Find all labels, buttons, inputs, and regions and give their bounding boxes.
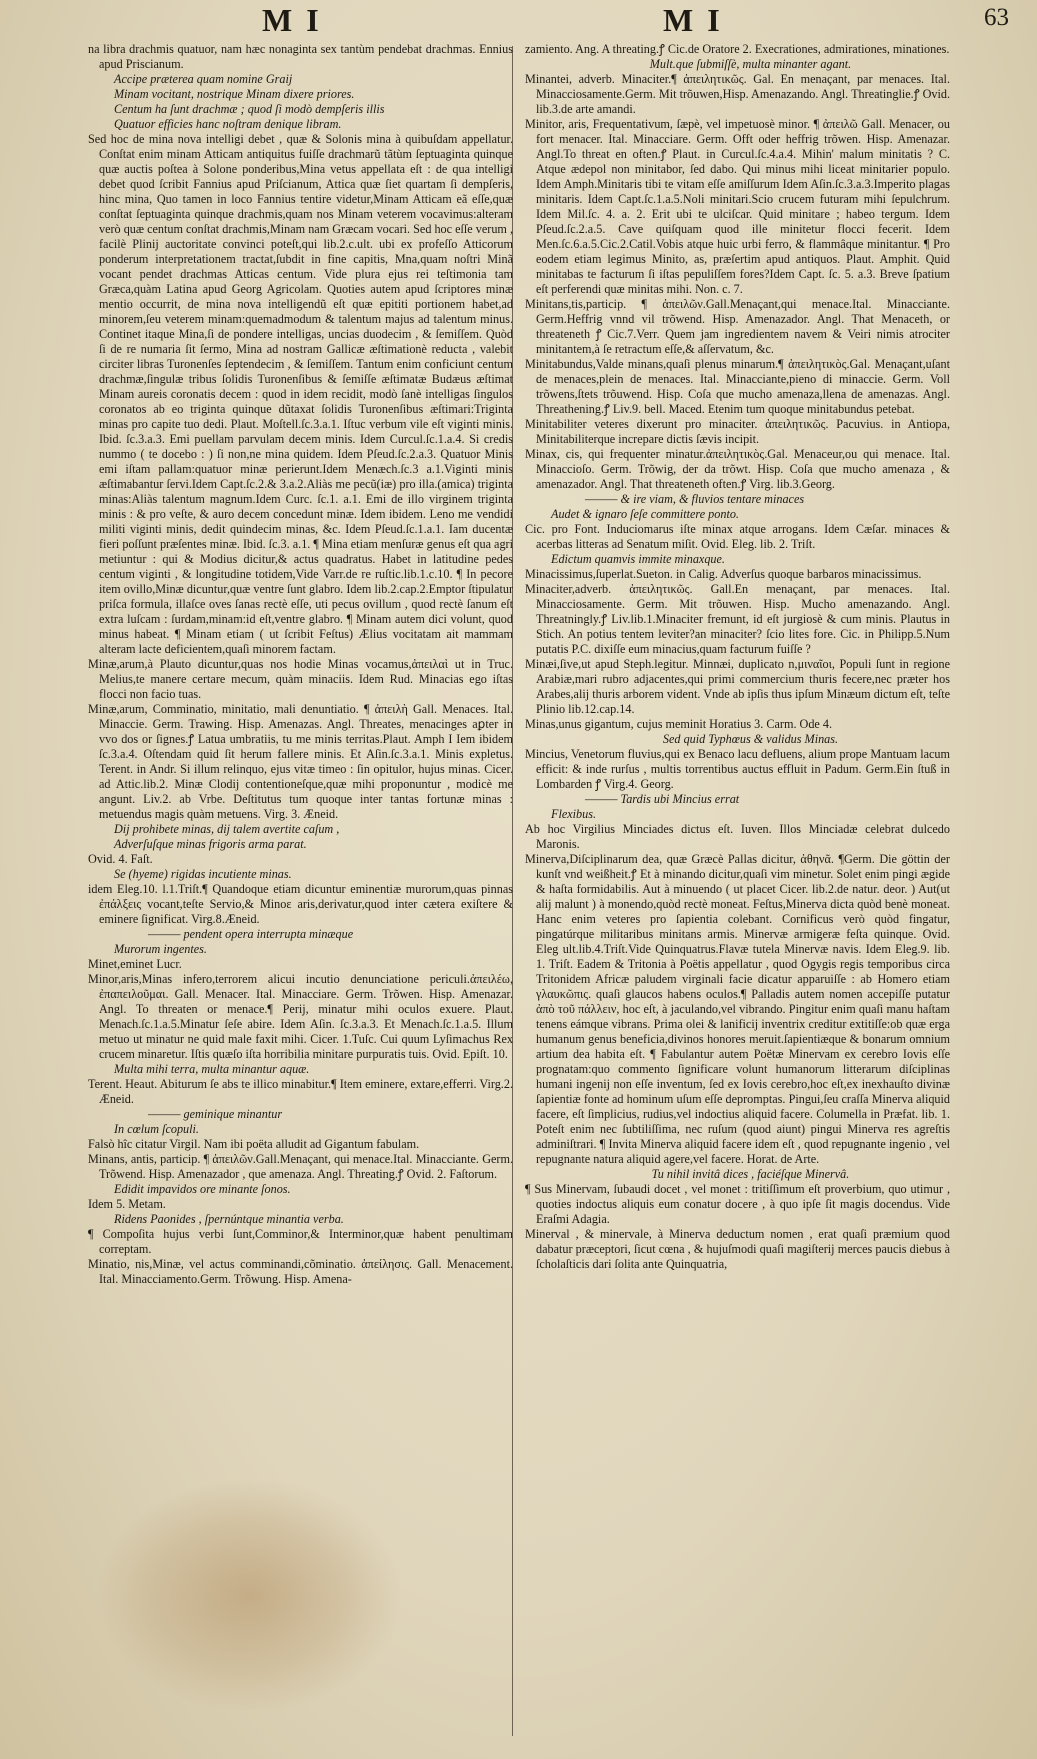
verse-quotation: Edictum quamvis immite minaxque. [551,552,725,566]
verse-quotation: Centum ha ſunt drachmæ ; quod ſi modò dempſeris illis [114,102,385,116]
dictionary-entry: Ovid. 4. Faſt. [88,852,153,866]
left-column [88,42,513,1747]
dictionary-entry: ¶ Sus Minervam, ſubaudi docet , vel monet : tritiſſimum eſt proverbium, quo utimur , quoties indoctus aliquis eum conatur docere , à quo ipſe ſit magis docendus. Vide Eraſmi Adagia. [525,1182,950,1226]
verse-quotation: Flexibus. [551,807,597,821]
dictionary-entry: Terent. Heaut. Abiturum ſe abs te illico minabitur.¶ Item eminere, extare,efferri. Virg.2. Æneid. [88,1077,513,1106]
verse-quotation: In cœlum ſcopuli. [114,1122,199,1136]
dictionary-entry: zamiento. Ang. A threating.ꝭ Cic.de Oratore 2. Execrationes, admirationes, minationes. [525,42,950,56]
dictionary-entry: Minitabiliter veteres dixerunt pro minaciter. ἀπειλητικῶς. Pacuvius. in Antiopa, Minitabiliterque increpare dictis ſævis incipit. [525,417,950,446]
dictionary-entry: Minæ,arum,à Plauto dicuntur,quas nos hodie Minas vocamus,ἀπειλαὶ ut in Truc. Melius,te manere certare mecum, quàm minaciis. Idem Rud. Minacias ego iſtas flocci non facio tuas. [88,657,513,701]
dictionary-entry: Minatio, nis,Minæ, vel actus comminandi,cõminatio. ἀπείλησις. Gall. Menacement. Ital. Minacciamento.Germ. Trõwung. Hisp. Amena- [88,1257,513,1286]
dictionary-entry: Minantei, adverb. Minaciter.¶ ἀπειλητικῶς. Gal. En menaçant, par menaces. Ital. Minacciosamente.Germ. Mit trõuwen,Hisp. Amenazando. Angl. Threatinglie.ꝭ Ovid. lib.3.de arte amandi. [525,72,950,116]
left-guide-word: MI [262,2,333,38]
verse-quotation: Edidit impavidos ore minante ſonos. [114,1182,291,1196]
verse-quotation: Adverſuſque minas frigoris arma parat. [114,837,307,851]
dictionary-entry: Minacissimus,ſuperlat.Sueton. in Calig. Adverſus quoque barbaros minacissimus. [525,567,922,581]
verse-quotation: ——— geminique minantur [148,1107,283,1121]
dictionary-entry: Falsò hîc citatur Virgil. Nam ibi poëta alludit ad Gigantum fabulam. [88,1137,420,1151]
verse-quotation: Audet & ignaro ſeſe committere ponto. [551,507,739,521]
dictionary-entry: Minas,unus gigantum, cujus meminit Horatius 3. Carm. Ode 4. [525,717,833,731]
verse-quotation: Se (hyeme) rigidas incutiente minas. [114,867,292,881]
running-header [0,2,1037,42]
verse-quotation: Tu nihil invitâ dices , faciéſque Minervâ. [651,1167,850,1181]
dictionary-entry: Minerva,Diſciplinarum dea, quæ Græcè Pallas dicitur, ἀθηνᾶ. ¶Germ. Die göttin der kunſt vnd weißheit.ꝭ Et à minando dicitur,quaſi vim minetur. Solet enim pingi ægide & haſta formidabilis. Aut à minuendo ( ut placet Cicer. lib.2.de natur. deor. ) Aut(ut alij malunt ) à monendo,quòd rectè moneat. Feſtus,Minerva dicta quòd benè moneat. Hanc enim veteres pro ſapientia colebant. Cornificus verò quòd fingatur, pingatúrque militaribus minitans armis. Minervæ armigeræ feſta quinque. Ovid. Eleg ult.lib.4.Triſt.Vide Quinquatrus.Flavæ tutela Minervæ navis. Idem Eleg.9. lib. 1. Triſt. Eadem & Tritonia à Poëtis appellatur , quod Ogygis regis temporibus circa Tritonidem Africæ paludem virginali facie dicatur apparuiſſe : ab Homero etiam γλαυκῶπις. quaſi glaucos habens oculos.¶ Palladis autem nomen accepiſſe putatur ἀπὸ τοῦ πάλλειν, hoc eſt, à jaculando,vel vibrando. Pingitur enim quaſi manu haſtam tenens eámque vibrans. Prima olei & lanificij inventrix creditur extitiſſe:ob quæ erga humanum genus beneficia,divinos honores meruit.ſapientiæque & bonarum omnium artium dea habita eſt. ¶ Fabulantur autem Poëtæ Minervam ex cerebro Iovis eſſe prognatam:quo commento ſignificare volunt humanorum litterarum diſciplinas humani ingenij non eſſe inventum, ſed ex Iovis cerebro,hoc eſt,ex inexhauſto divinæ ſapientiæ fonte ad hominum uſum eſſe depromptas. Pingui,ſeu craſſa Minerva aliquid facere, eſt ſimplicius, rudius,vel indoctius aliquid facere. Columella in Præfat. lib. 1. Poteſt enim nec ſubtiliſſima, nec ruſum (quod aiunt) pingui Minerva res agreſtis adminiſtrari. ¶ Invita Minerva aliquid facere idem eſt , quod repugnante ingenio , vel repugnante natura aliquid agere,vel facere. Horat. de Arte. [525,852,950,1166]
dictionary-entry: Minor,aris,Minas infero,terrorem alicui incutio denunciatione periculi.ἀπειλέω, ἐπαπειλοῦμαι. Gall. Menacer. Ital. Minacciare. Germ. Trõwen. Hisp. Amenazar. Angl. To threaten or menace.¶ Perij, minatur mihi oculos exuere. Plaut. Menach.ſc.1.a.5.Minatur ſeſe abire. Idem Aſin. ſc.3.a.3. Et Menach.ſc.1.a.5. Illum metuo ut minatur ne quid male faxit mihi. Cicer. 1.Tuſc. Cui quum Lyſimachus Rex crucem minaretur. Iſtis quæſo iſta horribilia minitare purpuratis tuis. Ovid. Epiſt. 10. [88,972,513,1061]
dictionary-entry: na libra drachmis quatuor, nam hæc nonaginta sex tantùm pendebat drachmas. Ennius apud Priscianum. [88,42,513,71]
verse-quotation: Accipe præterea quam nomine Graij [114,72,293,86]
dictionary-entry: Cic. pro Font. Induciomarus iſte minax atque arrogans. Idem Cæſar. minaces & acerbas litteras ad Senatum miſit. Ovid. Eleg. lib. 2. Triſt. [525,522,950,551]
dictionary-entry: Minæi,ſive,ut apud Steph.legitur. Minnæi, duplicato n,μιναῖοι, Populi ſunt in regione Arabiæ,mari rubro adjacentes,qui primi commercium thuris fecere,nec præter hos Arabes,alij thuris arborem vident. Vnde ab ipſis thus ipſum Minæum dictum eſt, teſte Plinio lib.12.cap.14. [525,657,950,716]
verse-quotation: Minam vocitant, nostrique Minam dixere priores. [114,87,355,101]
verse-quotation: Mult.que ſubmiſſè, multa minanter agant. [649,57,852,71]
verse-quotation: Ridens Paonides , ſpernúntque minantia verba. [114,1212,344,1226]
verse-quotation: Sed quid Typhœus & validus Minas. [662,732,839,746]
dictionary-entry: idem Eleg.10. l.1.Triſt.¶ Quandoque etiam dicuntur eminentiæ murorum,quas pinnas ἐπάλξεις vocant,teſte Servio,& Minoε aris,derivatur,quod inter cætera exiſtere & eminere ſignificat. Virg.8.Æneid. [88,882,513,926]
dictionary-entry: Mincius, Venetorum fluvius,qui ex Benaco lacu defluens, alium prope Mantuam lacum efficit: & inde rurſus , multis torrentibus auctus effluit in Padum. Germ.Ein ſtuß in Lombarden ꝭ Virg.4. Georg. [525,747,950,791]
dictionary-entry: Sed hoc de mina nova intelligi debet , quæ & Solonis mina à quibuſdam appellatur. Conſtat enim minam Atticam antiquitus fuiſſe drachmarũ tãtùm ſeptuaginta quinque quæ auctis poſtea à Solone ponderibus,Mina vetus appellata eſt : de qua intelligi debet quod ſcribit Fannius apud Priſcianum, Attica quæ ſiet quartam ſi dempſeris, hinc mina, Quo tamen in loco Fannius tentire videtur,Minam Atticam eã eſſe,quæ conſtat ſeptuaginta quinque drachmis,quam nos Minam veterem vocavimus:alteram verò quæ centum conſtat drachmis,Minam nam Græcam vocari. Sed hoc eſſe verum , facilè Plinij auctoritate convinci poteſt,qui lib.2.c.ult. ubi ex profeſſo Atticorum ponderum interpretationem tractat,ſubdit in fine capitis, Mna,quam noſtri Minã vocant pendet drachmas Atticas centum. Vide plura ejus rei teſtimonia tam Græca,quàm Latina apud Georg Agricolam. Quoties autem apud ſcriptores minæ mentio occurrit, de mina nova intelligendũ eſt quæ epititi portionem habet,ad minorem,ſeu veterem minam:quemadmodum & talentum majus ad talentum minus. Continet itaque Mina,ſi de pondere intelligas, uncias duodecim , & ſemiſſem. Quòd ſi de re numaria ſit ſermo, Mina ad nostram Gallicæ æſtimationè reducta , valebit circiter libras Turonenſes ſeptendecim , & ſemiſſem. Tantum enim conficiunt centum drachmæ,ſingulæ tribus ſolidis Turonenſibus & ſemiſſe æſtimatæ Budæus æſtimat Minam aureis coronatis decem : quod in idem recidit, modò ſanè intelligas ſingulos coronatos ab eo triginta quinque dũtaxat ſolidis Turonenſibus æſtimari:Triginta minas pro capite tuo dedi. Plaut. Moſtell.ſc.3.a.1. Iſtuc verbum vile eſt viginti minis. Ibid. ſc.3.a.3. Emi puellam parvulam decem minis. Idem Curcul.ſc.1.a.4. Si credis nummo ( te docebo : ) ſi non,ne mina quidem. Idem Pſeud.ſc.2.a.3. Quatuor Minis emi iſtam pallam:quatuor minæ perierunt.Idem Menæch.ſc.3 a.1.Viginti minis æſtimabantur ſervi.Idem Capt.ſc.2.& 3.a.2.Aliàs me pecũ(iæ) pro illa.(amica) triginta minas:Aliàs talentum magnum.Idem Curc. ſc.1. a.1. Emi de illo virginem triginta minis : & pro veſte, & auro decem concedunt minæ. Idem ibidem. Leno me vendidi militi viginti minis, dedit quindecim minas, &c. Idem Pſeud.ſc.1.a.1. Iam ducentæ fieri poſſunt præſentes minæ. Ibid. ſc.3. a.1. ¶ Mina etiam menſuræ genus eſt qua agri metiuntur : qui & Modius dicitur,& actus quadratus. Habet in latitudine pedes centum viginti , & longitudine totidem,Vide Varr.de re ruſtic.lib.1.c.10. ¶ In pecore item ovillo,Minæ dicuntur,quæ ventre ſunt glabro. Idem lib.2.cap.2.Emptor ſtipulatur priſca formula, illaſce oves ſanas rectè eſſe, uti pecus ovillum , quod rectè ſanum eſt extra luſcam : ſurdam,minam:id eſt,ventre glabro. ¶ Minam autem dici volunt, quod minus habeat. ¶ Minam etiam ( ut ſcribit Feſtus) Ælius vocitatam ait mammam alteram lacte deficientem,quaſi minorem factam. [88,132,513,656]
dictionary-entry: Minet,eminet Lucr. [88,957,182,971]
verse-quotation: ——— & ire viam, & fluvios tentare minaces [585,492,805,506]
verse-quotation: Multa mihi terra, multa minantur aquæ. [114,1062,310,1076]
dictionary-entry: Ab hoc Virgilius Minciades dictus eſt. Iuven. Illos Minciadæ celebrat dulcedo Maronis. [525,822,950,851]
dictionary-entry: Minitans,tis,particip. ¶ ἀπειλῶν.Gall.Menaçant,qui menace.Ital. Minacciante. Germ.Heffrig vnnd vil trõwend. Hisp. Amenazador. Angl. That Menaceth, or threateneth ꝭ Cic.7.Verr. Quem jam ingredientem navem & Veiri nimis atrociter minitantem,à ſe retractum eſſe,& aſſervatum, &c. [525,297,950,356]
verse-quotation: Murorum ingentes. [114,942,207,956]
dictionary-entry: Minax, cis, qui frequenter minatur.ἀπειλητικὸς.Gal. Menaceur,ou qui menace. Ital. Minaccioſo. Germ. Trõwig, der da trõwt. Hisp. Coſa que mucho amenaza , & amenazador. Angl. That threateneth often.ꝭ Virg. lib.3.Georg. [525,447,950,491]
verse-quotation: Dij prohibete minas, dij talem avertite caſum , [114,822,340,836]
dictionary-entry: Minitabundus,Valde minans,quaſi plenus minarum.¶ ἀπειλητικὸς.Gal. Menaçant,uſant de menaces,plein de menaces. Ital. Minacciante,pieno di minaccie. Germ. Voll trõwens,ſtets trõuwend. Hisp. Coſa que mucho amenaza,llena de amenazas. Angl. Threathening.ꝭ Liv.9. bell. Maced. Etenim tum quoque minitabundus petebat. [525,357,950,416]
right-column [525,42,950,1747]
dictionary-entry: Minans, antis, particip. ¶ ἀπειλῶν.Gall.Menaçant, qui menace.Ital. Minacciante. Germ. Trõwend. Hisp. Amenazador , que amenaza. Angl. Threating.ꝭ Ovid. 2. Faſtorum. [88,1152,513,1181]
dictionary-entry: Minerval , & minervale, à Minerva deductum nomen , erat quaſi præmium quod dabatur præceptori, ſicut cœna , & hujuſmodi quaſi magiſterij merces paucis diebus à ſcholaſticis dari ſolita ante Quinquatria, [525,1227,950,1271]
dictionary-entry: ¶ Compoſita hujus verbi ſunt,Comminor,& Interminor,quæ habent penultimam correptam. [88,1227,513,1256]
verse-quotation: Quatuor efficies hanc noſtram denique libram. [114,117,342,131]
page-number: 63 [984,4,1009,31]
right-guide-word: MI [663,2,734,38]
dictionary-entry: Idem 5. Metam. [88,1197,166,1211]
dictionary-entry: Minaciter,adverb. ἀπειλητικῶς. Gall.En menaçant, par menaces. Ital. Minacciosamente. Germ. Mit trõuwen. Hisp. Mucho amenazando. Angl. Threatningly.ꝭ Liv.lib.1.Minaciter fremunt, id eſt jurgiosè & cum minis. Plautus in Stich. An potius tentem leviter?an minaciter? ſcio lites fore. Cic. in Philipp.5.Num putatis P.C. dixiſſe eum minacius,quam facturum fuiſſe ? [525,582,950,656]
verse-quotation: ——— pendent opera interrupta minæque [148,927,354,941]
dictionary-entry: Minæ,arum, Comminatio, minitatio, mali denuntiatio. ¶ ἀπειλὴ Gall. Menaces. Ital. Minaccie. Germ. Trawing. Hisp. Amenazas. Angl. Threates, menacinges aꝑter in vvo dos or ſignes.ꝭ Latua umbratiis, tu me minis territas.Plaut. Amph I Iem ibidem ſc.3.a.4. Oſtendam quid ſit herum fallere minis. Et Aſin.ſc.3.a.1. Minis expletus. Terent. in Andr. Si illum relinquo, ejus vitæ timeo : ſin opitulor, hujus minas. Cicer. ad Attic.lib.2. Minæ Clodij contentioneſque,quæ mihi proponuntur , modicè me angunt. Liv.2. ab Vrbe. Deſtitutus tum quoque inter tantas fortunæ minas : metuendus magis quàm metuens. Virg. 3. Æneid. [88,702,513,821]
verse-quotation: ——— Tardis ubi Mincius errat [585,792,740,806]
dictionary-entry: Minitor, aris, Frequentativum, ſæpè, vel impetuosè minor. ¶ ἀπειλῶ Gall. Menacer, ou fort menacer. Ital. Minacciare. Germ. Offt oder heffrig trõwen. Hisp. Amenazar. Angl.To threat en often.ꝭ Plaut. in Curcul.ſc.4.a.4. Mihin' malum minitatis ? C. Atque ædepol non minitabor, ſed dabo. Qui minus mihi liceat minitarier populo. Idem Amph.Minitaris tibi te vitam eſſe amiſſurum Idem Aſin.ſc.3.a.3.Imperito plagas minitaris. Idem Capt.ſc.1.a.5.Noli minitari.Scio crucem futuram mihi ſepulchrum. Idem Mil.ſc. 4. a. 2. Erit ubi te ulciſcar. Quid minitare ; habeo tergum. Idem Pſeud.ſc.2.a.5. Cave quiſquam quod ille minitetur flocci fecerit. Idem Men.ſc.6.a.5.Cic.2.Catil.Vobis atque huic urbi ferro, & flammâque minitantur. ¶ Pro eodem etiam legimus Minito, as, præſertim apud antiquos. Plaut. Amphit. Quid minitabas te facturum ſi iſtas pepuliſſem fores?Idem Capt. ſc. 5. a.3. Breve ſpatium eſt perferendi quæ minitas mihi. Non. c. 7. [525,117,950,296]
